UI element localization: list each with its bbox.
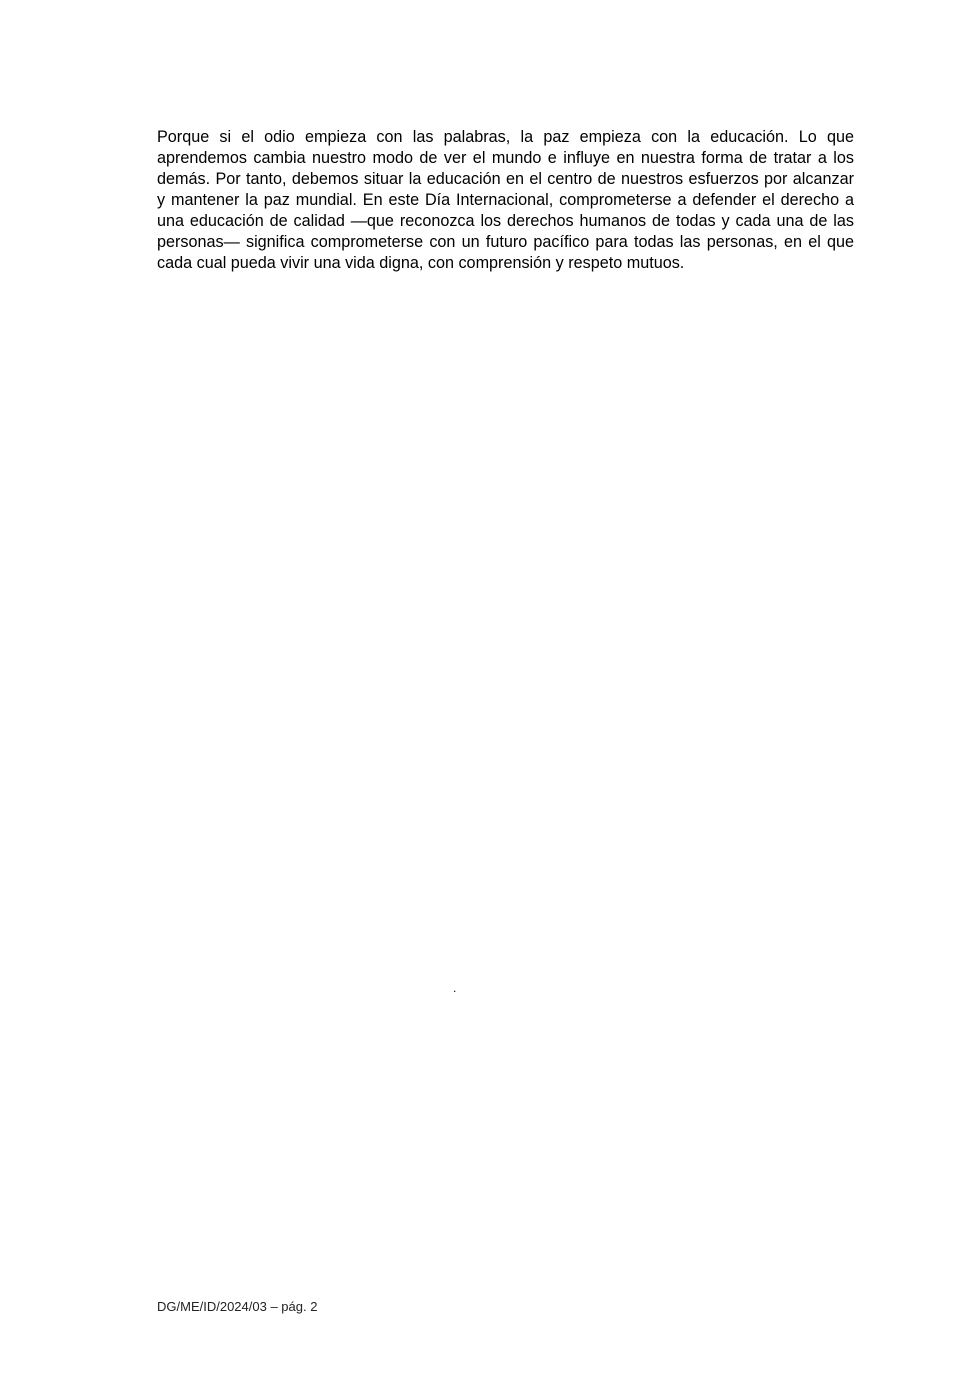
page-footer-reference: DG/ME/ID/2024/03 – pág. 2 (157, 1299, 318, 1314)
page-mark: . (453, 981, 457, 995)
body-paragraph: Porque si el odio empieza con las palabras, la paz empieza con la educación. Lo que aprendemos cambia nuestro modo de ver el mundo e influye en nuestra forma de tratar a los demás. Por tanto, debemos situar la educación en el centro de nuestros esfuerzos por alcanzar y mantener la paz mundial. En este Día Internacional, comprometerse a defender el derecho a una educación de calidad —que reconozca los derechos humanos de todas y cada una de las personas— significa comprometerse con un futuro pacífico para todas las personas, en el que cada cual pueda vivir una vida digna, con comprensión y respeto mutuos. (157, 128, 854, 272)
